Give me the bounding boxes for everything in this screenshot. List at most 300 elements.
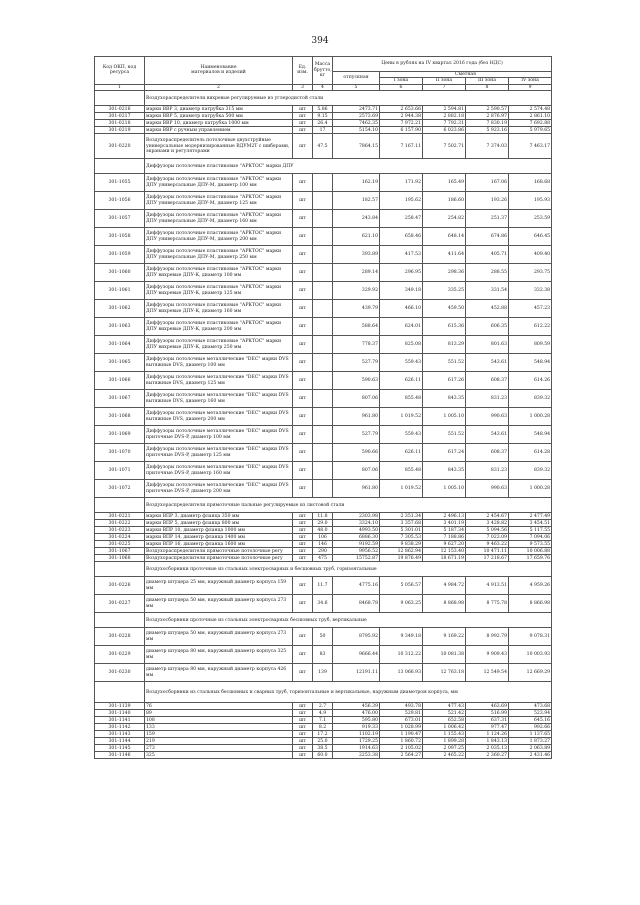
price-zone4-cell: 293.75 — [509, 264, 552, 282]
mass-cell: 29.0 — [313, 520, 333, 527]
price-zone1-cell: 258.47 — [380, 210, 423, 228]
price-zone2-cell: 10 081.38 — [423, 646, 466, 664]
price-zone2-cell: 1 005.10 — [423, 408, 466, 426]
header-supply: отпускная — [333, 72, 380, 85]
price-zone1-cell: 466.10 — [380, 300, 423, 318]
unit-cell: шт — [293, 520, 313, 527]
price-zone3-cell: 3 428.82 — [466, 520, 509, 527]
name-cell: Диффузоры потолочные металлические "DEC" марки DVS вытяжные DVS, диаметр 125 мм — [145, 372, 293, 390]
price-zone2-cell: 4 984.72 — [423, 577, 466, 595]
price-zone1-cell: 529.81 — [380, 710, 423, 717]
section-title: Воздухосборники проточные из стальных электросварных бесшовных труб, вертикальные — [145, 613, 552, 628]
mass-cell — [313, 372, 333, 390]
price-supply-cell: 15752.87 — [333, 555, 380, 562]
price-zone1-cell: 1 860.72 — [380, 738, 423, 745]
price-zone1-cell: 2 351.34 — [380, 513, 423, 520]
name-cell: марки ВВР 10, диаметр патрубка 1000 мм — [145, 120, 293, 127]
table-row — [95, 520, 552, 527]
section-title: Воздухосборники проточные из стальных электросварных и бесшовных труб, горизонтальные — [145, 562, 552, 577]
code-cell: 301-1065 — [95, 354, 145, 372]
column-number: 3 — [293, 84, 313, 90]
price-zone2-cell: 459.50 — [423, 300, 466, 318]
table-row — [95, 462, 552, 480]
table-row — [95, 703, 552, 710]
unit-cell: шт — [293, 710, 313, 717]
price-zone4-cell: 2 861.10 — [509, 113, 552, 120]
unit-cell: шт — [293, 192, 313, 210]
price-zone1-cell: 19 876.49 — [380, 555, 423, 562]
code-cell: 301-0226 — [95, 577, 145, 595]
code-cell: 301-1069 — [95, 426, 145, 444]
price-zone3-cell: 8 992.79 — [466, 628, 509, 646]
price-zone4-cell: 7 094.06 — [509, 534, 552, 541]
price-zone3-cell: 288.55 — [466, 264, 509, 282]
code-cell: 301-0216 — [95, 106, 145, 113]
table-row — [95, 318, 552, 336]
price-zone1-cell: 673.01 — [380, 717, 423, 724]
unit-cell: шт — [293, 372, 313, 390]
price-supply-cell: 1102.19 — [333, 731, 380, 738]
name-cell: Воздухораспределители прямоточные потолочные регу — [145, 548, 293, 555]
mass-cell: 50 — [313, 628, 333, 646]
mass-cell — [313, 444, 333, 462]
unit-cell: шт — [293, 106, 313, 113]
unit-cell: шт — [293, 336, 313, 354]
price-zone4-cell: 614.26 — [509, 372, 552, 390]
price-supply-cell: 8468.78 — [333, 595, 380, 613]
section-title: Воздухосборники из стальных бесшовных и сварных труб, горизонтальные и вертикальные, наружным диаметром корпуса, мм — [145, 682, 552, 703]
column-number: 8 — [466, 84, 509, 90]
price-zone3-cell: 4 913.51 — [466, 577, 509, 595]
mass-cell: 60.0 — [313, 752, 333, 759]
price-zone4-cell: 253.59 — [509, 210, 552, 228]
unit-cell: шт — [293, 646, 313, 664]
name-cell: диаметр штуцера 80 мм, наружный диаметр корпуса 325 мм — [145, 646, 293, 664]
name-cell: марки ВВР с ручным управлением — [145, 127, 293, 134]
price-zone1-cell: 559.43 — [380, 354, 423, 372]
mass-cell: 26.4 — [313, 120, 333, 127]
code-cell: 301-0223 — [95, 527, 145, 534]
name-cell: марки ВПР 10, диаметр фланца 1000 мм — [145, 527, 293, 534]
mass-cell — [313, 300, 333, 318]
price-zone3-cell: 608.37 — [466, 372, 509, 390]
price-zone1-cell: 1 190.47 — [380, 731, 423, 738]
code-cell: 301-1071 — [95, 462, 145, 480]
mass-cell — [313, 480, 333, 498]
header-name-line2: материалов и изделий — [191, 70, 246, 76]
price-supply-cell: 162.19 — [333, 174, 380, 192]
mass-cell — [313, 228, 333, 246]
price-zone2-cell: 9 627.20 — [423, 541, 466, 548]
price-zone1-cell: 5 056.57 — [380, 577, 423, 595]
table-row — [95, 480, 552, 498]
unit-cell: шт — [293, 282, 313, 300]
price-zone2-cell: 551.52 — [423, 426, 466, 444]
price-zone3-cell: 331.54 — [466, 282, 509, 300]
price-zone2-cell: 617.24 — [423, 444, 466, 462]
price-zone3-cell: 452.88 — [466, 300, 509, 318]
unit-cell: шт — [293, 664, 313, 682]
header-estimate: Сметная — [380, 72, 552, 78]
price-supply-cell: 2303.98 — [333, 513, 380, 520]
price-supply-cell: 807.06 — [333, 462, 380, 480]
name-cell: Диффузоры потолочные металлические "DEC" марки DVS вытяжные DVS, диаметр 200 мм — [145, 408, 293, 426]
name-cell: диаметр штуцера 50 мм, наружный диаметр корпуса 273 мм — [145, 595, 293, 613]
price-zone1-cell: 13 066.93 — [380, 664, 423, 682]
table-row — [95, 192, 552, 210]
column-number: 1 — [95, 84, 145, 90]
price-zone4-cell: 8 866.98 — [509, 595, 552, 613]
unit-cell: шт — [293, 703, 313, 710]
price-zone4-cell: 646.45 — [509, 228, 552, 246]
mass-cell: 47.5 — [313, 134, 333, 159]
header-zone: I зона — [380, 78, 423, 84]
code-cell: 301-1142 — [95, 724, 145, 731]
price-zone2-cell: 652.58 — [423, 717, 466, 724]
table-row — [95, 174, 552, 192]
mass-cell: 83 — [313, 646, 333, 664]
price-zone4-cell: 17 659.76 — [509, 555, 552, 562]
price-zone1-cell: 658.46 — [380, 228, 423, 246]
price-zone2-cell: 1 006.42 — [423, 724, 466, 731]
code-cell: 301-0225 — [95, 541, 145, 548]
price-zone1-cell: 7 972.21 — [380, 120, 423, 127]
section-code-cell — [95, 562, 145, 577]
table-row — [95, 555, 552, 562]
section-code-cell — [95, 613, 145, 628]
code-cell: 301-0219 — [95, 127, 145, 134]
price-zone2-cell: 813.29 — [423, 336, 466, 354]
price-zone4-cell: 1 000.28 — [509, 480, 552, 498]
unit-cell: шт — [293, 390, 313, 408]
code-cell: 301-1055 — [95, 174, 145, 192]
price-zone3-cell: 9 909.43 — [466, 646, 509, 664]
price-zone4-cell: 5 117.55 — [509, 527, 552, 534]
price-supply-cell: 919.33 — [333, 724, 380, 731]
table-row — [95, 408, 552, 426]
table-row — [95, 717, 552, 724]
code-cell: 301-0221 — [95, 513, 145, 520]
name-cell: марки ВВР 5, диаметр патрубка 500 мм — [145, 113, 293, 120]
price-supply-cell: 9956.52 — [333, 548, 380, 555]
section-title: Воздухораспределители прямоточные пальные регулируемые из листовой стали — [145, 498, 552, 513]
price-zone1-cell: 10 312.22 — [380, 646, 423, 664]
price-zone4-cell: 992.66 — [509, 724, 552, 731]
price-zone2-cell: 2 882.18 — [423, 113, 466, 120]
unit-cell: шт — [293, 113, 313, 120]
mass-cell — [313, 264, 333, 282]
price-zone1-cell: 2 105.02 — [380, 745, 423, 752]
mass-cell: 11.8 — [313, 513, 333, 520]
table-row — [95, 628, 552, 646]
mass-cell: 2.7 — [313, 703, 333, 710]
name-cell: 273 — [145, 745, 293, 752]
name-cell: Диффузоры потолочные пластиковые "АРКТОС" марки ДПУ вихревые ДПУ-К, диаметр 125 мм — [145, 282, 293, 300]
code-cell: 301-0227 — [95, 595, 145, 613]
name-cell: 89 — [145, 710, 293, 717]
price-zone3-cell: 405.71 — [466, 246, 509, 264]
unit-cell: шт — [293, 752, 313, 759]
unit-cell: шт — [293, 534, 313, 541]
mass-cell — [313, 282, 333, 300]
section-code-cell — [95, 682, 145, 703]
price-zone2-cell: 1 899.28 — [423, 738, 466, 745]
price-supply-cell: 1914.63 — [333, 745, 380, 752]
price-zone4-cell: 3 454.51 — [509, 520, 552, 527]
price-zone4-cell: 548.94 — [509, 426, 552, 444]
table-row — [95, 541, 552, 548]
price-zone3-cell: 990.63 — [466, 480, 509, 498]
mass-cell: 5.86 — [313, 106, 333, 113]
name-cell: Диффузоры потолочные пластиковые "АРКТОС" марки ДПУ вихревые ДПУ-К, диаметр 200 мм — [145, 318, 293, 336]
price-zone2-cell: 1 005.10 — [423, 480, 466, 498]
price-supply-cell: 9666.44 — [333, 646, 380, 664]
price-zone2-cell: 12 763.18 — [423, 664, 466, 682]
code-cell: 301-0229 — [95, 646, 145, 664]
code-cell: 301-1068 — [95, 408, 145, 426]
code-cell: 301-0217 — [95, 113, 145, 120]
header-code: Код ОКП, код ресурса — [95, 57, 145, 85]
header-name — [145, 57, 293, 85]
mass-cell — [313, 354, 333, 372]
price-supply-cell: 243.84 — [333, 210, 380, 228]
section-title: Диффузоры потолочные пластиковые "АРКТОС" марки ДПУ — [145, 159, 552, 174]
code-cell: 301-1070 — [95, 444, 145, 462]
unit-cell: шт — [293, 541, 313, 548]
mass-cell: 9.15 — [313, 113, 333, 120]
mass-cell — [313, 408, 333, 426]
price-zone2-cell: 3 401.19 — [423, 520, 466, 527]
price-zone1-cell: 296.95 — [380, 264, 423, 282]
price-zone2-cell: 843.35 — [423, 462, 466, 480]
mass-cell: 146 — [313, 541, 333, 548]
column-number: 4 — [313, 84, 333, 90]
price-zone3-cell: 5 923.16 — [466, 127, 509, 134]
price-zone3-cell: 801.63 — [466, 336, 509, 354]
price-zone4-cell: 7 692.88 — [509, 120, 552, 127]
price-zone3-cell: 543.61 — [466, 426, 509, 444]
table-row — [95, 134, 552, 159]
price-zone3-cell: 2 454.67 — [466, 513, 509, 520]
price-zone2-cell: 2 097.25 — [423, 745, 466, 752]
mass-cell — [313, 336, 333, 354]
unit-cell: шт — [293, 724, 313, 731]
price-zone1-cell: 2 944.38 — [380, 113, 423, 120]
price-table — [94, 56, 552, 759]
price-zone1-cell: 493.78 — [380, 703, 423, 710]
price-supply-cell: 7864.15 — [333, 134, 380, 159]
table-row — [95, 752, 552, 759]
mass-cell: 139 — [313, 664, 333, 682]
table-row — [95, 390, 552, 408]
mass-cell: 17.2 — [313, 731, 333, 738]
price-zone4-cell: 523.94 — [509, 710, 552, 717]
header-mass: Масса брутто, кг — [313, 57, 333, 85]
name-cell: Воздухораспределители прямоточные потолочные регу — [145, 555, 293, 562]
unit-cell: шт — [293, 595, 313, 613]
price-zone3-cell: 831.23 — [466, 462, 509, 480]
price-zone1-cell: 9 349.18 — [380, 628, 423, 646]
price-zone2-cell: 2 465.22 — [423, 752, 466, 759]
name-cell: Диффузоры потолочные металлические "DEC" марки DVS вытяжные DVS, диаметр 160 мм — [145, 390, 293, 408]
table-row — [95, 372, 552, 390]
price-zone4-cell: 1 137.65 — [509, 731, 552, 738]
table-row — [95, 548, 552, 555]
mass-cell: 48.0 — [313, 527, 333, 534]
name-cell: 108 — [145, 717, 293, 724]
name-cell: марки ВПР 16, диаметр фланца 1600 мм — [145, 541, 293, 548]
name-cell: Диффузоры потолочные металлические "DEC" марки DVS приточные DVS-P, диаметр 200 мм — [145, 480, 293, 498]
mass-cell: 11.7 — [313, 577, 333, 595]
price-zone3-cell: 9 463.22 — [466, 541, 509, 548]
unit-cell: шт — [293, 127, 313, 134]
table-row — [95, 731, 552, 738]
table-row — [95, 444, 552, 462]
table-row — [95, 106, 552, 113]
price-zone4-cell: 168.68 — [509, 174, 552, 192]
price-supply-cell: 9192.59 — [333, 541, 380, 548]
price-zone1-cell: 626.11 — [380, 372, 423, 390]
code-cell: 301-0224 — [95, 534, 145, 541]
price-supply-cell: 182.57 — [333, 192, 380, 210]
table-row — [95, 246, 552, 264]
price-supply-cell: 2473.71 — [333, 106, 380, 113]
price-zone2-cell: 186.60 — [423, 192, 466, 210]
code-cell: 301-0228 — [95, 628, 145, 646]
section-row — [95, 91, 552, 106]
price-zone4-cell: 645.16 — [509, 717, 552, 724]
code-cell: 301-1056 — [95, 192, 145, 210]
mass-cell: 25.0 — [313, 738, 333, 745]
unit-cell: шт — [293, 120, 313, 127]
price-zone2-cell: 254.82 — [423, 210, 466, 228]
unit-cell: шт — [293, 300, 313, 318]
table-row — [95, 120, 552, 127]
price-zone3-cell: 2 035.13 — [466, 745, 509, 752]
price-zone3-cell: 10 471.11 — [466, 548, 509, 555]
unit-cell: шт — [293, 577, 313, 595]
name-cell: Диффузоры потолочные пластиковые "АРКТОС" марки ДПУ универсальные ДПУ-М, диаметр 200 мм — [145, 228, 293, 246]
table-header — [95, 57, 552, 91]
code-cell: 301-1067 — [95, 390, 145, 408]
price-supply-cell: 7462.35 — [333, 120, 380, 127]
table-body — [95, 91, 552, 759]
price-zone3-cell: 516.99 — [466, 710, 509, 717]
price-zone4-cell: 332.38 — [509, 282, 552, 300]
unit-cell: шт — [293, 134, 313, 159]
price-zone1-cell: 855.48 — [380, 462, 423, 480]
price-supply-cell: 527.79 — [333, 354, 380, 372]
section-code-cell — [95, 159, 145, 174]
price-zone1-cell: 559.43 — [380, 426, 423, 444]
code-cell: 301-1066 — [95, 372, 145, 390]
table-row — [95, 300, 552, 318]
mass-cell — [313, 192, 333, 210]
price-supply-cell: 329.92 — [333, 282, 380, 300]
price-zone3-cell: 1 124.26 — [466, 731, 509, 738]
mass-cell: 7.1 — [313, 717, 333, 724]
price-zone4-cell: 2 574.48 — [509, 106, 552, 113]
price-zone4-cell: 409.40 — [509, 246, 552, 264]
table-row — [95, 282, 552, 300]
price-supply-cell: 3324.10 — [333, 520, 380, 527]
name-cell: Воздухораспределитель потолочные двухструйные универсальные модернизированные ВДУМ2Т с шиберами, экранами и регуляторами — [145, 134, 293, 159]
header-name-line1: Наименование — [200, 65, 237, 70]
name-cell: Диффузоры потолочные металлические "DEC" марки DVS приточные DVS-P, диаметр 125 мм — [145, 444, 293, 462]
mass-cell — [313, 174, 333, 192]
price-zone1-cell: 3 357.68 — [380, 520, 423, 527]
unit-cell: шт — [293, 246, 313, 264]
table-row — [95, 228, 552, 246]
price-zone3-cell: 167.06 — [466, 174, 509, 192]
price-supply-cell: 961.80 — [333, 480, 380, 498]
code-cell: 301-1067 — [95, 548, 145, 555]
code-cell: 301-0230 — [95, 664, 145, 682]
name-cell: Диффузоры потолочные металлические "DEC" марки DVS приточные DVS-P, диаметр 160 мм — [145, 462, 293, 480]
price-zone4-cell: 839.32 — [509, 462, 552, 480]
price-supply-cell: 476.00 — [333, 710, 380, 717]
price-supply-cell: 590.66 — [333, 444, 380, 462]
price-zone4-cell: 7 463.17 — [509, 134, 552, 159]
price-zone2-cell: 335.25 — [423, 282, 466, 300]
header-zone: II зона — [423, 78, 466, 84]
unit-cell: шт — [293, 228, 313, 246]
section-row — [95, 498, 552, 513]
price-supply-cell: 588.64 — [333, 318, 380, 336]
unit-cell: шт — [293, 264, 313, 282]
table-row — [95, 264, 552, 282]
price-supply-cell: 527.79 — [333, 426, 380, 444]
table-row — [95, 577, 552, 595]
price-zone3-cell: 7 023.09 — [466, 534, 509, 541]
section-code-cell — [95, 91, 145, 106]
price-zone1-cell: 7 167.11 — [380, 134, 423, 159]
unit-cell: шт — [293, 548, 313, 555]
unit-cell: шт — [293, 426, 313, 444]
code-cell: 301-1063 — [95, 318, 145, 336]
table-row — [95, 336, 552, 354]
price-zone4-cell: 10 003.93 — [509, 646, 552, 664]
price-zone2-cell: 18 671.19 — [423, 555, 466, 562]
price-zone1-cell: 9 838.29 — [380, 541, 423, 548]
price-zone2-cell: 617.26 — [423, 372, 466, 390]
name-cell: диаметр штуцера 25 мм, наружный диаметр корпуса 159 мм — [145, 577, 293, 595]
code-cell: 301-1143 — [95, 731, 145, 738]
section-code-cell — [95, 498, 145, 513]
code-cell: 301-1145 — [95, 745, 145, 752]
price-supply-cell: 5154.10 — [333, 127, 380, 134]
price-supply-cell: 590.63 — [333, 372, 380, 390]
mass-cell — [313, 426, 333, 444]
price-supply-cell: 12191.11 — [333, 664, 380, 682]
price-zone3-cell: 463.69 — [466, 703, 509, 710]
price-zone1-cell: 1 028.99 — [380, 724, 423, 731]
price-zone3-cell: 2 590.57 — [466, 106, 509, 113]
name-cell: Диффузоры потолочные пластиковые "АРКТОС" марки ДПУ вихревые ДПУ-К, диаметр 100 мм — [145, 264, 293, 282]
price-zone3-cell: 2 876.97 — [466, 113, 509, 120]
name-cell: Диффузоры потолочные пластиковые "АРКТОС" марки ДПУ универсальные ДПУ-М, диаметр 125 мм — [145, 192, 293, 210]
price-zone1-cell: 626.11 — [380, 444, 423, 462]
price-zone2-cell: 165.49 — [423, 174, 466, 192]
price-supply-cell: 595.80 — [333, 717, 380, 724]
table-row — [95, 354, 552, 372]
code-cell: 301-1139 — [95, 703, 145, 710]
price-zone3-cell: 5 094.56 — [466, 527, 509, 534]
price-zone2-cell: 411.64 — [423, 246, 466, 264]
section-row — [95, 562, 552, 577]
mass-cell: 34.6 — [313, 595, 333, 613]
unit-cell: шт — [293, 444, 313, 462]
